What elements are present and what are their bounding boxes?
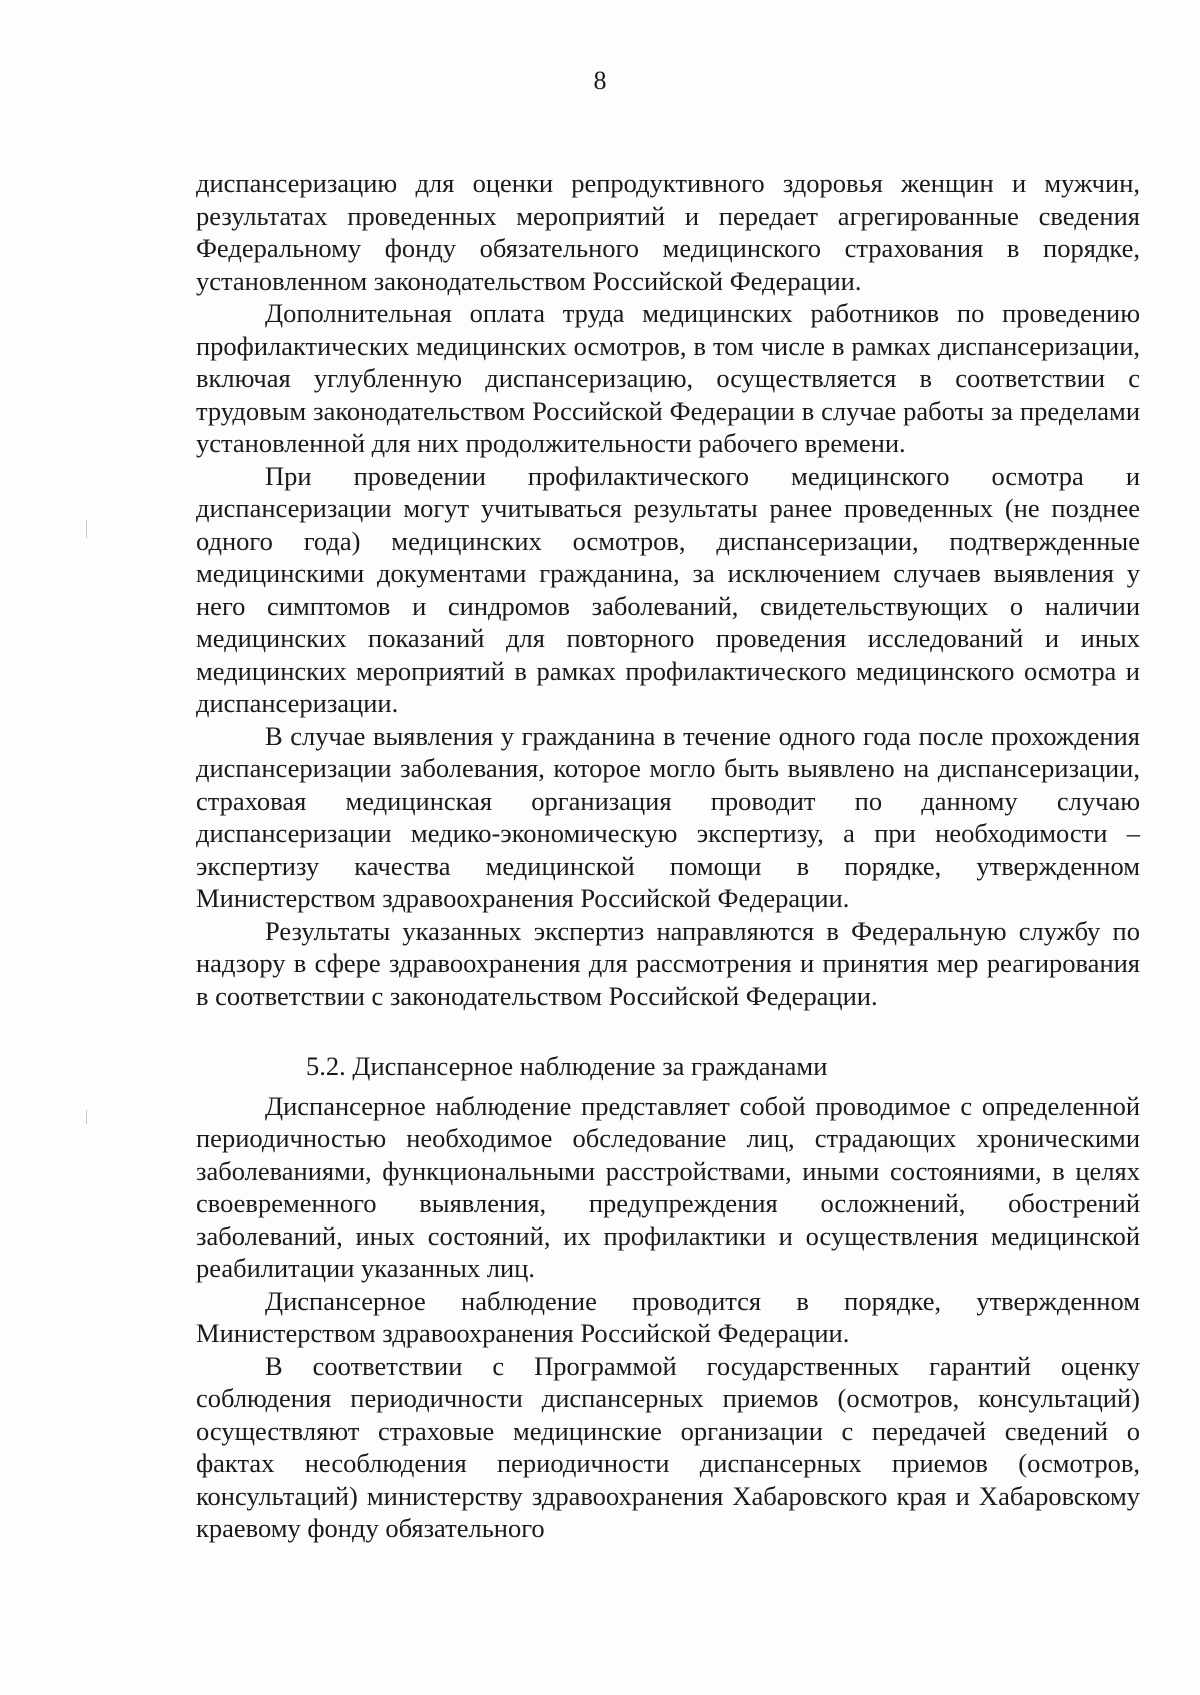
paragraph: Дополнительная оплата труда медицинских работников по проведению профилактических медицинских осмотров, в том числе в рамках диспансеризации, включая углубленную диспансеризацию, осуществляется в соответствии с трудовым законодательством Российской Федерации в случае работы за пределами установленной для них продолжительности рабочего времени. [196,298,1140,458]
paragraph-continuation: диспансеризацию для оценки репродуктивного здоровья женщин и мужчин, результатах проведенных мероприятий и передает агрегированные сведения Федеральному фонду обязательного медицинского страхования в порядке, установленном законодательством Российской Федерации. [196,168,1140,296]
page-number: 8 [593,66,607,95]
paragraph: Диспансерное наблюдение представляет собой проводимое с определенной периодичностью необходимое обследование лиц, страдающих хроническими заболеваниями, функциональными расстройствами, иными состояниями, в целях своевременного выявления, предупреждения осложнений, обострений заболеваний, иных состояний, их профилактики и осуществления медицинской реабилитации указанных лиц. [196,1090,1140,1283]
document-body [196,167,1140,1545]
section-heading: 5.2. Диспансерное наблюдение за гражданами [306,1051,828,1081]
scan-edge-mark [86,520,87,538]
scan-edge-mark [86,1110,87,1124]
paragraph: Результаты указанных экспертиз направляются в Федеральную службу по надзору в сфере здравоохранения для рассмотрения и принятия мер реагирования в соответствии с законодательством Российской Федерации. [196,915,1140,1011]
paragraph-continues: В соответствии с Программой государственных гарантий оценку соблюдения периодичности диспансерных приемов (осмотров, консультаций) осуществляют страховые медицинские организации с передачей сведений о фактах несоблюдения периодичности диспансерных приемов (осмотров, консультаций) министерству здравоохранения Хабаровского края и Хабаровскому краевому фонду обязательного [196,1350,1140,1543]
paragraph: Диспансерное наблюдение проводится в порядке, утвержденном Министерством здравоохранения Российской Федерации. [196,1285,1140,1348]
paragraph: В случае выявления у гражданина в течение одного года после прохождения диспансеризации заболевания, которое могло быть выявлено на диспансеризации, страховая медицинская организация проводит по данному случаю диспансеризации медико-экономическую экспертизу, а при необходимости – экспертизу качества медицинской помощи в порядке, утвержденном Министерством здравоохранения Российской Федерации. [196,720,1140,913]
paragraph: При проведении профилактического медицинского осмотра и диспансеризации могут учитываться результаты ранее проведенных (не позднее одного года) медицинских осмотров, диспансеризации, подтвержденные медицинскими документами гражданина, за исключением случаев выявления у него симптомов и синдромов заболеваний, свидетельствующих о наличии медицинских показаний для повторного проведения исследований и иных медицинских мероприятий в рамках профилактического медицинского осмотра и диспансеризации. [196,460,1140,718]
